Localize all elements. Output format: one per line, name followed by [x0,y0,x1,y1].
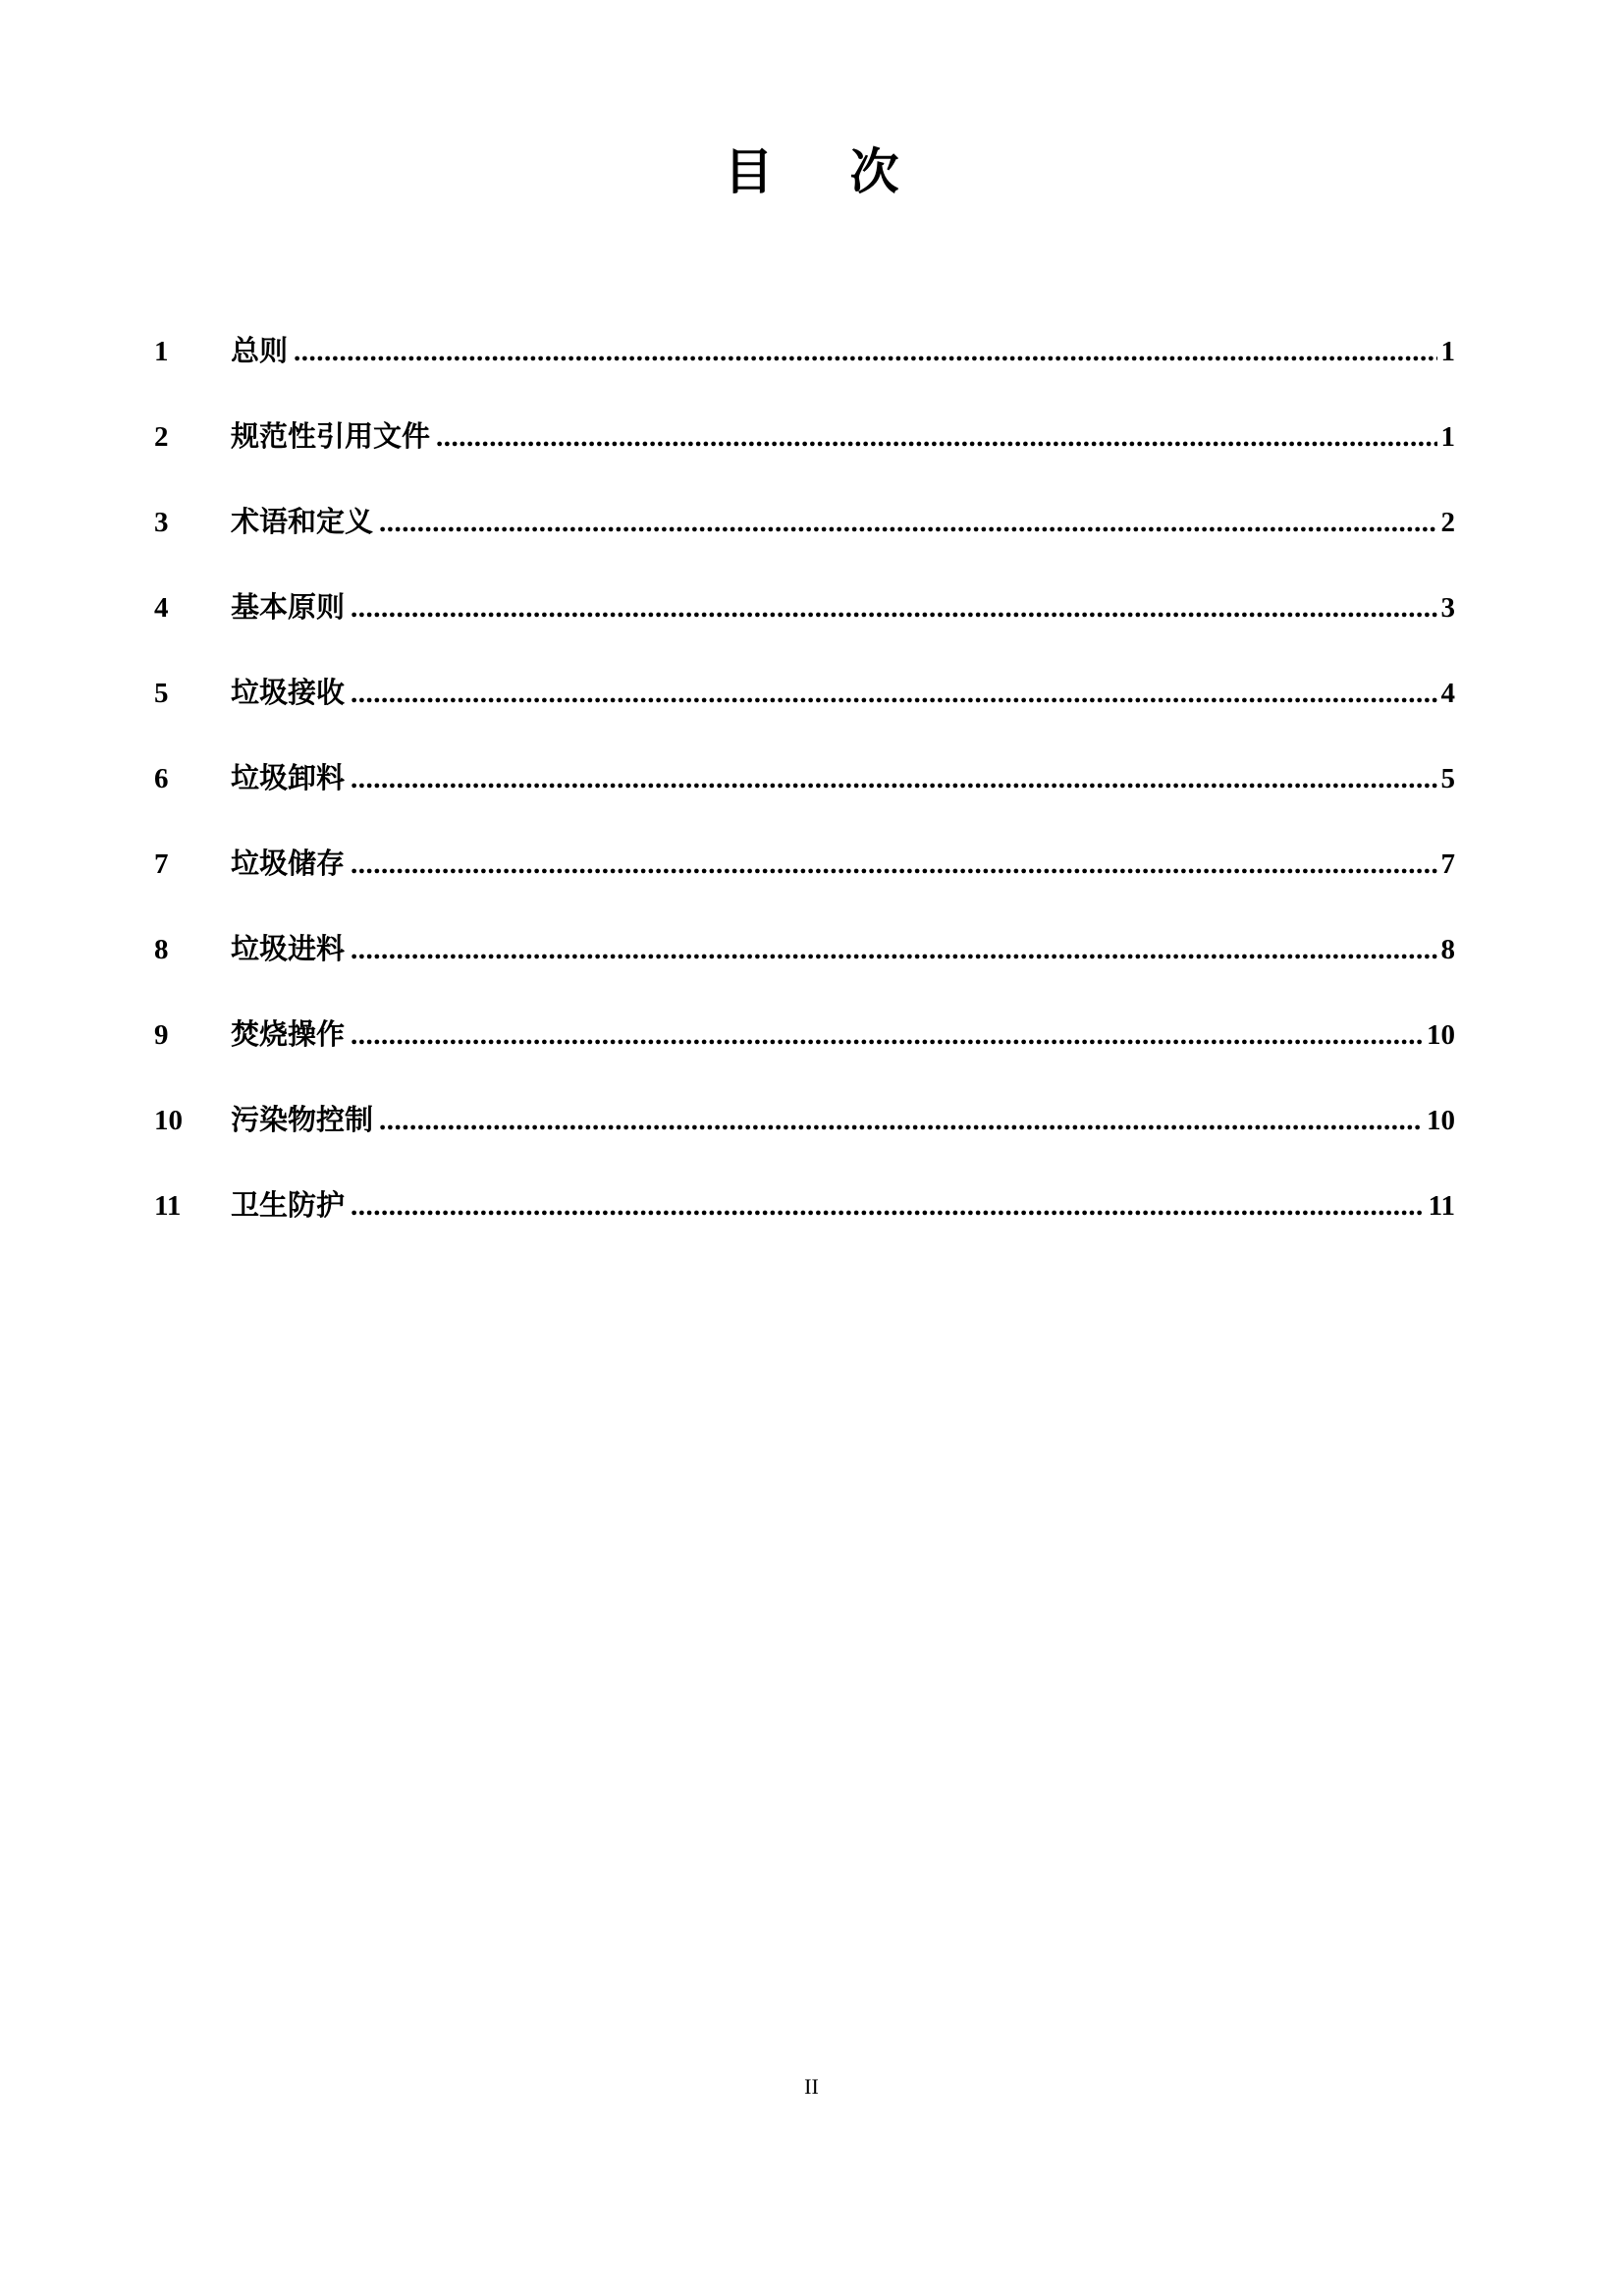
toc-dot-leader [351,586,1436,629]
toc-entry-page: 8 [1440,934,1455,965]
toc-entry-number: 5 [154,678,169,709]
toc-dot-leader [351,843,1436,886]
toc-entry-title: 垃圾接收 [231,676,346,709]
toc-entry-number: 1 [154,336,169,367]
toc-entry-8[interactable] [154,927,1455,1012]
toc-entry-title: 污染物控制 [231,1103,374,1136]
page-number: II [804,2074,819,2099]
toc-entry-title: 规范性引用文件 [231,419,431,453]
toc-entry-1[interactable] [154,329,1455,414]
toc-entry-title: 基本原则 [231,590,346,624]
toc-entry-page: 5 [1440,763,1455,794]
toc-entry-3[interactable] [154,500,1455,585]
toc-entry-page: 1 [1440,421,1455,453]
toc-dot-leader [436,415,1436,459]
toc-entry-4[interactable] [154,585,1455,671]
toc-dot-leader [379,1099,1423,1142]
toc-entry-7[interactable] [154,842,1455,927]
toc-entry-2[interactable] [154,414,1455,500]
toc-dot-leader [351,1013,1423,1057]
toc-dot-leader [351,928,1436,971]
toc-entry-number: 3 [154,507,169,538]
toc-dot-leader [294,330,1436,373]
toc-dot-leader [351,757,1436,800]
page-title-char-1: 目 [724,143,774,200]
toc-entry-page: 11 [1428,1190,1455,1222]
toc-dot-leader [351,1184,1425,1228]
toc-entry-page: 1 [1440,336,1455,367]
toc-entry-number: 11 [154,1190,182,1222]
page-title-char-2: 次 [849,143,899,200]
toc-entry-title: 垃圾卸料 [231,761,346,794]
toc-entry-5[interactable] [154,671,1455,756]
toc-entry-page: 4 [1440,678,1455,709]
toc-entry-number: 10 [154,1105,183,1136]
toc-entry-page: 3 [1440,592,1455,624]
toc-entry-number: 6 [154,763,169,794]
toc-entry-number: 8 [154,934,169,965]
toc-entry-9[interactable] [154,1012,1455,1098]
toc-entry-title: 总则 [231,334,289,367]
toc-entry-title: 垃圾储存 [231,847,346,880]
toc-dot-leader [379,501,1436,544]
toc-dot-leader [351,672,1436,715]
toc-entry-number: 2 [154,421,169,453]
toc-entry-page: 10 [1427,1105,1455,1136]
toc-entry-page: 10 [1427,1019,1455,1051]
toc-entry-11[interactable] [154,1183,1455,1269]
toc-entry-title: 垃圾进料 [231,932,346,965]
toc-entry-page: 7 [1440,848,1455,880]
toc-entry-title: 卫生防护 [231,1188,346,1222]
toc-entry-title: 术语和定义 [231,505,374,538]
toc-entry-10[interactable] [154,1098,1455,1183]
toc-entry-page: 2 [1440,507,1455,538]
toc-entry-title: 焚烧操作 [231,1017,346,1051]
table-of-contents [154,329,1455,1269]
toc-entry-number: 4 [154,592,169,624]
toc-entry-number: 7 [154,848,169,880]
toc-entry-number: 9 [154,1019,169,1051]
toc-entry-6[interactable] [154,756,1455,842]
page-title [0,143,1623,200]
